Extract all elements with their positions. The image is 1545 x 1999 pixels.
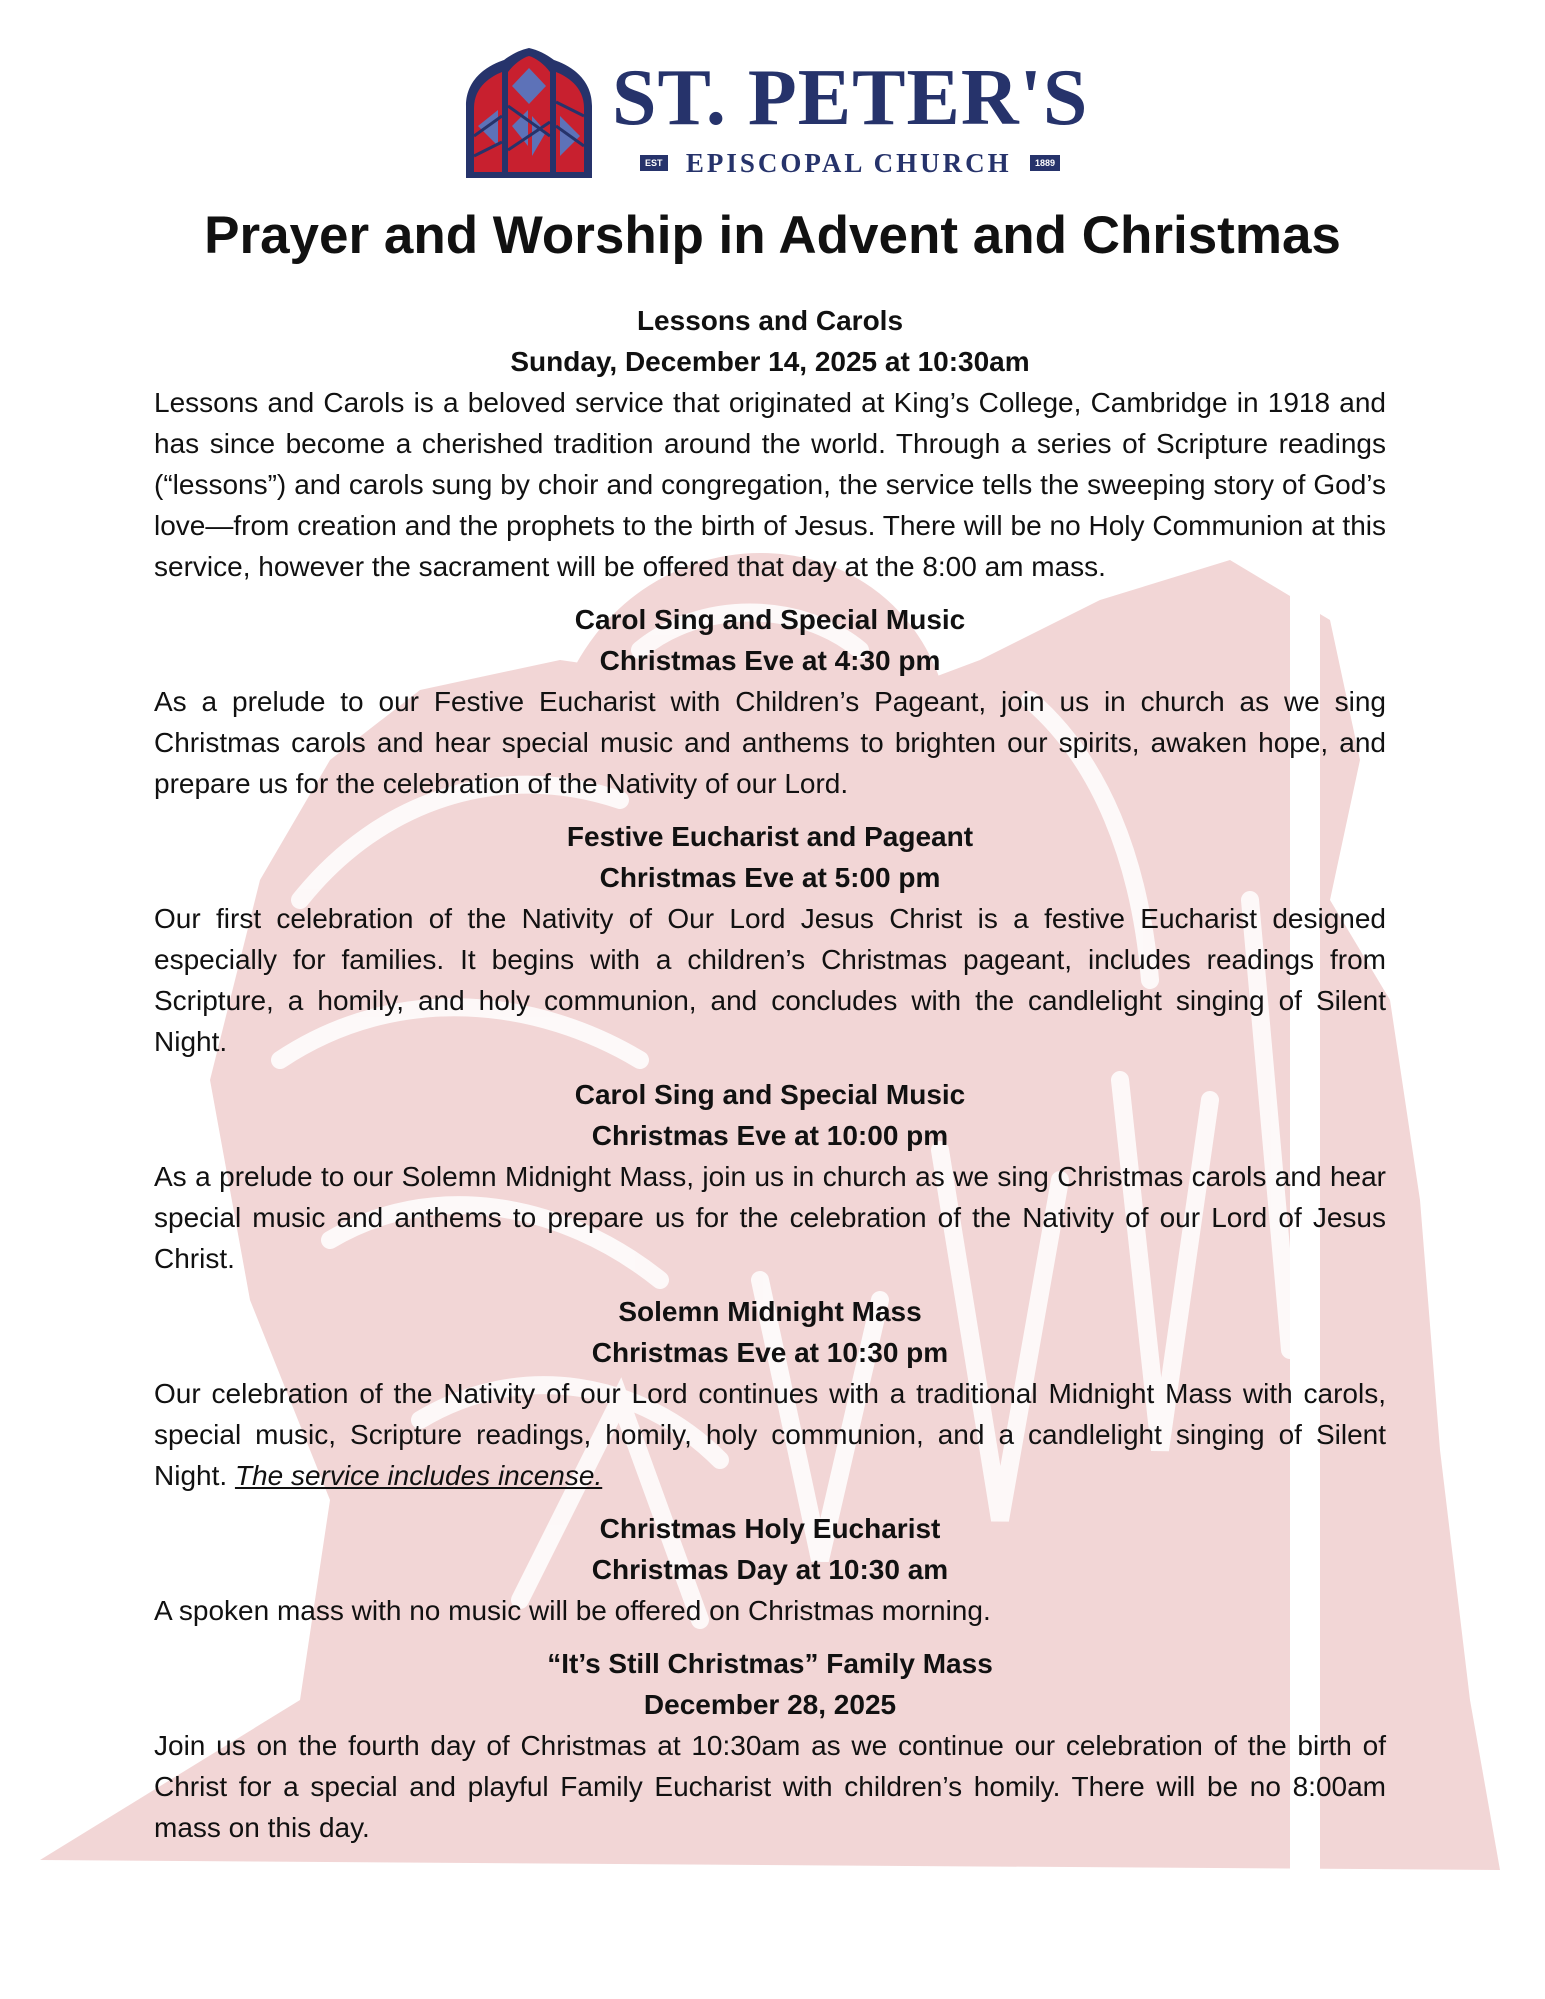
church-subtitle: EPISCOPAL CHURCH — [685, 147, 1012, 178]
church-name: ST. PETER'S — [612, 54, 1089, 142]
event-description: Our first celebration of the Nativity of Our Lord Jesus Christ is a festive Eucharist designed especially for families. It begins with a children’s Christmas pageant, includes readings from Scripture, a homily, and holy communion, and concludes with the candlelight singing of Silent Night. — [154, 903, 1386, 1057]
event-festive-eucharist — [154, 816, 1386, 1062]
est-year: 1889 — [1030, 155, 1060, 171]
event-name: “It’s Still Christmas” Family Mass — [547, 1648, 993, 1679]
event-name: Carol Sing and Special Music — [574, 1079, 966, 1110]
event-description: Our celebration of the Nativity of our Lord continues with a traditional Midnight Mass with carols, special music, Scripture readings, homily, holy communion, and a candlelight singing of Silent Night. — [154, 1378, 1386, 1491]
event-time: Christmas Day at 10:30 am — [591, 1554, 949, 1585]
event-name: Christmas Holy Eucharist — [599, 1513, 941, 1544]
event-name: Carol Sing and Special Music — [574, 604, 966, 635]
event-carol-sing-1000 — [154, 1074, 1386, 1279]
event-name: Solemn Midnight Mass — [618, 1296, 922, 1327]
event-christmas-holy-eucharist — [154, 1508, 1386, 1631]
church-logo — [462, 46, 1089, 180]
event-name: Festive Eucharist and Pageant — [566, 821, 974, 852]
event-description: As a prelude to our Solemn Midnight Mass, join us in church as we sing Christmas carols and hear special music and anthems to prepare us for the celebration of the Nativity of our Lord of Jesus Christ. — [154, 1161, 1386, 1274]
event-description: A spoken mass with no music will be offered on Christmas morning. — [154, 1595, 991, 1626]
event-time: Sunday, December 14, 2025 at 10:30am — [510, 346, 1030, 377]
church-subtitle-row — [640, 147, 1060, 178]
event-carol-sing-430 — [154, 599, 1386, 804]
event-lessons-and-carols — [154, 300, 1386, 587]
est-label: EST — [640, 155, 668, 171]
event-solemn-midnight-mass — [154, 1291, 1386, 1496]
event-time: Christmas Eve at 10:30 pm — [591, 1337, 949, 1368]
event-description: Lessons and Carols is a beloved service that originated at King’s College, Cambridge in 1918 and has since become a cherished tradition around the world. Through a series of Scripture readings (“lessons”) and carols sung by choir and congregation, the service tells the sweeping story of God’s love—from creation and the prophets to the birth of Jesus. There will be no Holy Communion at this service, however the sacrament will be offered that day at the 8:00 am mass. — [154, 387, 1386, 582]
event-name: Lessons and Carols — [636, 305, 904, 336]
event-description-wrapper — [154, 1373, 1386, 1496]
event-time: Christmas Eve at 5:00 pm — [599, 862, 941, 893]
event-time: December 28, 2025 — [643, 1689, 897, 1720]
event-family-mass — [154, 1643, 1386, 1848]
event-time: Christmas Eve at 10:00 pm — [591, 1120, 949, 1151]
events-list — [154, 300, 1386, 1860]
incense-note: The service includes incense. — [234, 1460, 603, 1491]
stained-glass-window-icon — [462, 46, 596, 180]
event-description: Join us on the fourth day of Christmas at 10:30am as we continue our celebration of the birth of Christ for a special and playful Family Eucharist with children’s homily. There will be no 8:00am mass on this day. — [154, 1730, 1386, 1843]
event-time: Christmas Eve at 4:30 pm — [599, 645, 941, 676]
event-description: As a prelude to our Festive Eucharist with Children’s Pageant, join us in church as we sing Christmas carols and hear special music and anthems to brighten our spirits, awaken hope, and prepare us for the celebration of the Nativity of our Lord. — [154, 686, 1386, 799]
page-title: Prayer and Worship in Advent and Christmas — [204, 206, 1341, 265]
